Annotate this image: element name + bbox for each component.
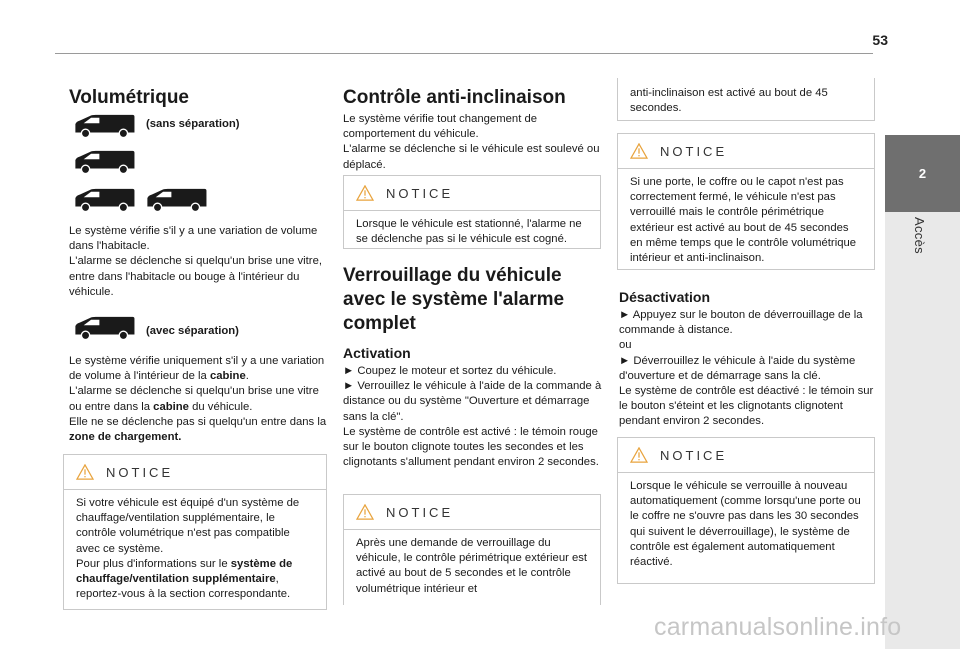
emphasis: cabine: [209, 370, 246, 383]
text: Le système vérifie uniquement s'il y a une variation de volume à l'intérieur de la: [69, 355, 325, 383]
emphasis: système de chauffage/ventilation supplémentaire: [76, 557, 293, 586]
van-icon: [71, 114, 137, 138]
warning-triangle-icon: [76, 464, 94, 480]
notice-text: Si votre véhicule est équipé d'un système de chauffage/ventilation supplémentaire, le contrôle volumétrique n'est pas compatible avec ce système.: [76, 497, 300, 555]
or-text: ou: [619, 339, 632, 352]
text: .: [245, 370, 249, 383]
paragraph: [69, 354, 331, 384]
warning-triangle-icon: [630, 143, 648, 159]
paragraph: Le système de contrôle est déactivé : le témoin sur le bouton s'éteint et les clignotants clignotent pendant environ 2 secondes.: [619, 385, 874, 428]
paragraph: Le système de contrôle est activé : le témoin rouge sur le bouton clignote toutes les secondes et les clignotants s'allument pendant environ 2 secondes.: [343, 425, 599, 469]
paragraph: Le système vérifie tout changement de comportement du véhicule.: [343, 113, 538, 141]
van-icon: [143, 188, 209, 212]
notice-title: NOTICE: [106, 464, 174, 480]
notice-title: NOTICE: [386, 185, 454, 201]
paragraph: L'alarme se déclenche si le véhicule est soulevé ou déplacé.: [343, 143, 600, 171]
paragraph: [69, 415, 331, 445]
notice-text: Après une demande de verrouillage du véhicule, le contrôle périmétrique extérieur est activé au bout de 5 secondes et le contrôle volumétrique intérieur et: [356, 537, 588, 595]
warning-triangle-icon: [630, 447, 648, 463]
step: ► Coupez le moteur et sortez du véhicule.: [343, 365, 557, 377]
notice-text: Lorsque le véhicule se verrouille à nouveau automatiquement (comme lorsqu'une porte ou le coffre ne s'ouvre pas dans les 30 secondes qui suivent le déverrouillage), le système de contrôle est également automatiquement réactivé.: [630, 480, 861, 569]
notice-title: NOTICE: [386, 504, 454, 520]
paragraph: L'alarme se déclenche si quelqu'un brise une vitre, entre dans l'habitacle ou bouge à l'intérieur du véhicule.: [69, 255, 322, 298]
icon-caption-avec-separation: (avec séparation): [146, 325, 239, 337]
chapter-tab[interactable]: [885, 135, 960, 212]
notice-box: [63, 454, 327, 610]
notice-title: NOTICE: [660, 447, 728, 463]
chapter-tab-background: [885, 212, 960, 649]
warning-triangle-icon: [356, 185, 374, 201]
chapter-tab-number: 2: [918, 166, 927, 181]
section-title-anti-inclinaison: Contrôle anti-inclinaison: [343, 87, 566, 108]
notice-text: [76, 557, 314, 603]
notice-text: Si une porte, le coffre ou le capot n'est pas correctement fermé, le véhicule n'est pas verrouillé mais le contrôle périmétrique extérieur est activé au bout de 45 secondes en même temps que le contrôle volumétrique intérieur et anti-inclinaison.: [630, 176, 857, 265]
notice-box: [617, 437, 875, 584]
step: ► Verrouillez le véhicule à l'aide de la commande à distance ou du système "Ouverture et démarrage sans la clé".: [343, 380, 602, 423]
text: , reportez-vous à la section correspondante.: [76, 573, 291, 601]
emphasis: zone de chargement.: [69, 431, 182, 444]
paragraph: Le système vérifie s'il y a une variation de volume dans l'habitacle.: [69, 225, 318, 253]
chapter-tab-label: Accès: [912, 217, 927, 254]
van-icon: [71, 188, 137, 212]
watermark: carmanualsonline.info: [654, 613, 902, 641]
notice-title: NOTICE: [660, 143, 728, 159]
notice-text: Lorsque le véhicule est stationné, l'alarme ne se déclenche pas si le véhicule est cogné.: [356, 218, 582, 246]
section-title-verrouillage: Verrouillage du véhicule avec le système l'alarme complet: [343, 265, 565, 334]
notice-box-continued: [617, 78, 875, 121]
section-title-volumetrique: Volumétrique: [69, 87, 189, 108]
page-number: 53: [872, 32, 888, 48]
text: Elle ne se déclenche pas si quelqu'un entre dans la: [69, 415, 327, 428]
notice-box: [617, 133, 875, 270]
notice-text: anti-inclinaison est activé au bout de 45 secondes.: [630, 87, 828, 115]
notice-box: [343, 175, 601, 249]
notice-box: [343, 494, 601, 605]
subsection-title-activation: Activation: [343, 345, 411, 361]
paragraph: [69, 384, 331, 414]
van-icon: [71, 150, 137, 174]
icon-caption-sans-separation: (sans séparation): [146, 118, 240, 130]
step: ► Déverrouillez le véhicule à l'aide du système d'ouverture et de démarrage sans la clé.: [619, 354, 856, 382]
text: Pour plus d'informations sur le: [76, 557, 231, 570]
subsection-title-desactivation: Désactivation: [619, 289, 711, 305]
emphasis: cabine: [153, 400, 189, 413]
warning-triangle-icon: [356, 504, 374, 520]
text: du véhicule.: [188, 400, 253, 413]
step: ► Appuyez sur le bouton de déverrouillage de la commande à distance.: [619, 309, 863, 337]
header-rule: [55, 53, 873, 54]
van-icon: [71, 316, 137, 340]
text: L'alarme se déclenche si quelqu'un brise une vitre ou entre dans la: [69, 385, 319, 413]
